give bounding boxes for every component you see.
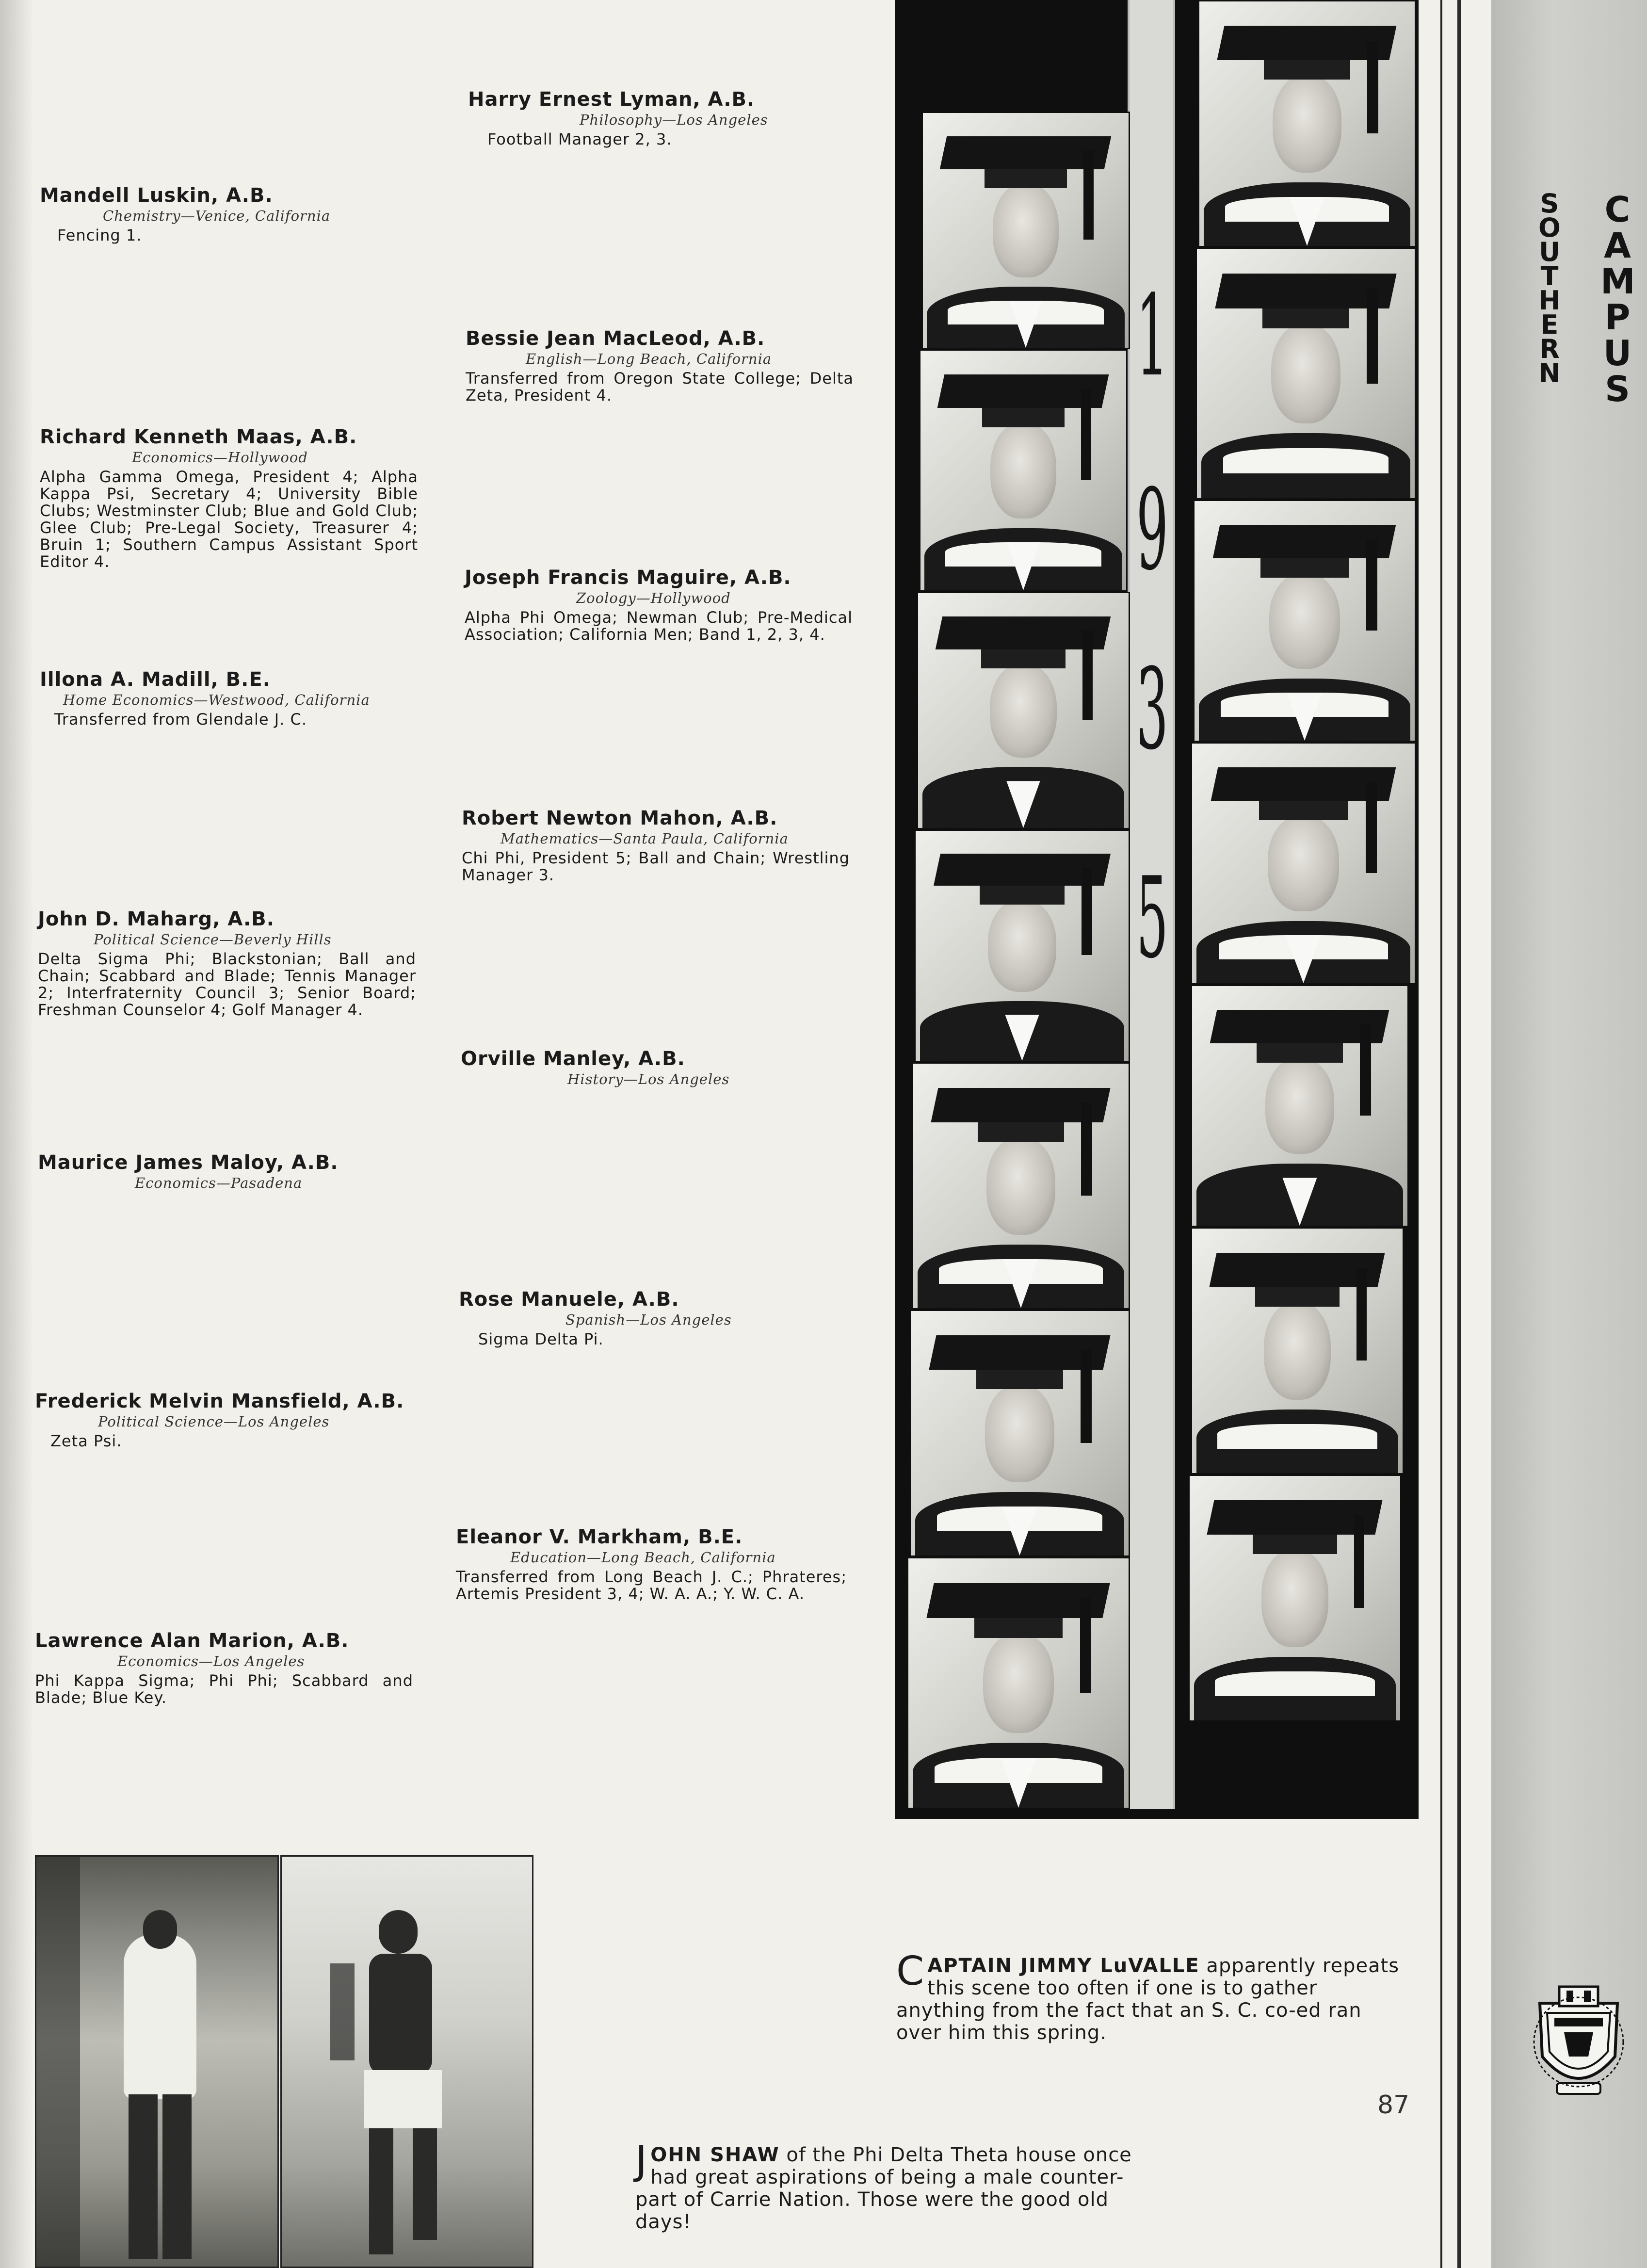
entry-name: John D. Maharg, A.B. <box>38 908 274 930</box>
entry-name: Robert Newton Mahon, A.B. <box>462 807 778 829</box>
entry-maas <box>40 426 418 570</box>
entry-lyman <box>468 88 861 148</box>
entry-madill <box>40 668 418 728</box>
margin-rule <box>1440 0 1442 2268</box>
margin-title-letter: C <box>1604 189 1631 230</box>
entry-maharg <box>38 908 416 1019</box>
portrait-mansfield <box>909 1310 1130 1557</box>
margin-title-campus <box>1600 189 1635 409</box>
caption-lead: OHN SHAW <box>650 2144 780 2166</box>
entry-maguire <box>465 567 853 643</box>
year-digit-3: 3 <box>1136 645 1168 775</box>
portrait-maas <box>919 349 1128 592</box>
entry-activities: Fencing 1. <box>57 226 142 244</box>
entry-name: Eleanor V. Markham, B.E. <box>456 1526 743 1548</box>
entry-marion <box>35 1630 413 1706</box>
snapshot-luvalle-walking <box>35 1855 279 2268</box>
entry-name: Orville Manley, A.B. <box>461 1048 685 1070</box>
entry-department: History—Los Angeles <box>567 1071 730 1087</box>
portrait-maloy <box>912 1062 1130 1310</box>
year-digit-9: 9 <box>1136 466 1168 595</box>
margin-title-letter: S <box>1605 369 1630 409</box>
entry-activities: Sigma Delta Pi. <box>478 1330 604 1348</box>
entry-activities: Phi Kappa Sigma; Phi Phi; Scabbard and Blade; Blue Key. <box>35 1671 413 1707</box>
entry-mansfield <box>35 1390 423 1450</box>
entry-name: Rose Manuele, A.B. <box>459 1288 679 1311</box>
entry-name: Harry Ernest Lyman, A.B. <box>468 88 755 111</box>
margin-title-letter: P <box>1604 297 1631 338</box>
margin-title-letter: A <box>1604 225 1631 266</box>
entry-manley <box>461 1048 849 1087</box>
entry-macleod <box>466 327 854 404</box>
caption-lead: APTAIN JIMMY LuVALLE <box>927 1955 1200 1977</box>
caption-shaw <box>635 2138 1159 2233</box>
entry-department: Education—Long Beach, California <box>510 1549 776 1566</box>
portrait-manuele <box>1191 1227 1404 1474</box>
margin-title-letter: S <box>1540 188 1559 219</box>
portrait-madill <box>917 592 1130 829</box>
margin-title-letter: U <box>1539 237 1560 267</box>
entry-activities: Football Manager 2, 3. <box>487 130 672 148</box>
entry-markham <box>456 1526 847 1603</box>
portrait-lyman <box>1198 0 1416 247</box>
entry-name: Bessie Jean MacLeod, A.B. <box>466 327 765 350</box>
portrait-macleod <box>1195 247 1416 500</box>
university-seal-icon <box>1530 1984 1627 2105</box>
margin-rule-thick <box>1457 0 1461 2268</box>
entry-name: Illona A. Madill, B.E. <box>40 668 271 691</box>
entry-department: Mathematics—Santa Paula, California <box>501 830 789 847</box>
entry-department: Economics—Los Angeles <box>117 1653 305 1669</box>
margin-title-letter: E <box>1540 309 1559 340</box>
entry-activities: Zeta Psi. <box>50 1432 122 1450</box>
caption-luvalle <box>896 1948 1410 2044</box>
entry-department: Spanish—Los Angeles <box>565 1312 732 1328</box>
portrait-marion <box>907 1557 1130 1809</box>
entry-activities: Chi Phi, President 5; Ball and Chain; Wrestling Manager 3. <box>462 849 850 884</box>
caption-dropcap: C <box>896 1948 925 1994</box>
margin-title-letter: N <box>1538 358 1561 389</box>
portrait-manley <box>1191 985 1409 1227</box>
entry-name: Lawrence Alan Marion, A.B. <box>35 1630 349 1652</box>
entry-department: Economics—Pasadena <box>135 1175 303 1191</box>
margin-title-letter: T <box>1540 261 1559 292</box>
entry-activities: Delta Sigma Phi; Blackstonian; Ball and Chain; Scabbard and Blade; Tennis Manager 2; Interfraternity Council 3; Senior Board; Freshman Counselor 4; Golf Manager 4. <box>38 950 416 1019</box>
entry-activities: Transferred from Glendale J. C. <box>54 710 307 729</box>
portrait-luskin <box>921 112 1130 349</box>
margin-title-southern <box>1533 188 1566 389</box>
entry-name: Richard Kenneth Maas, A.B. <box>40 426 357 448</box>
entry-name: Frederick Melvin Mansfield, A.B. <box>35 1390 404 1412</box>
margin-title-letter: O <box>1538 212 1561 243</box>
entry-activities: Alpha Gamma Omega, President 4; Alpha Kappa Psi, Secretary 4; University Bible Clubs; Westminster Club; Blue and Gold Club; Glee Club; Pre-Legal Society, Treasurer 4; Bruin 1; Southern Campus Assistant Sport Editor 4. <box>40 468 418 571</box>
portrait-maguire <box>1193 500 1416 742</box>
entry-name: Maurice James Maloy, A.B. <box>38 1151 339 1174</box>
portrait-maharg <box>914 829 1130 1062</box>
entry-manuele <box>459 1288 847 1348</box>
margin-title-letter: U <box>1603 333 1632 373</box>
entry-mahon <box>462 807 850 884</box>
year-digit-1: 1 <box>1136 272 1168 401</box>
entry-department: Home Economics—Westwood, California <box>63 692 370 708</box>
entry-department: Zoology—Hollywood <box>576 590 731 606</box>
year-digit-5: 5 <box>1136 854 1168 983</box>
portrait-markham <box>1188 1474 1402 1722</box>
entry-name: Mandell Luskin, A.B. <box>40 184 273 207</box>
entry-name: Joseph Francis Maguire, A.B. <box>465 567 791 589</box>
entry-activities: Transferred from Oregon State College; Delta Zeta, President 4. <box>466 369 854 405</box>
margin-title-letter: M <box>1600 261 1635 302</box>
entry-department: Political Science—Los Angeles <box>98 1413 330 1430</box>
entry-maloy <box>38 1151 416 1191</box>
entry-department: Economics—Hollywood <box>132 449 308 466</box>
portrait-mahon <box>1191 742 1416 985</box>
entry-luskin <box>40 184 389 244</box>
entry-department: Political Science—Beverly Hills <box>94 931 332 948</box>
entry-department: English—Long Beach, California <box>526 351 772 367</box>
entry-department: Philosophy—Los Angeles <box>580 112 768 128</box>
snapshot-shaw-running <box>280 1855 533 2268</box>
caption-body: apparently repeats this scene too often if one is to gather anything from the fact that an S. C. co-ed ran over him this spring. <box>896 1955 1400 2044</box>
entry-activities: Transferred from Long Beach J. C.; Phrateres; Artemis President 3, 4; W. A. A.; Y. W. C. A. <box>456 1568 847 1603</box>
margin-title-letter: H <box>1538 285 1561 316</box>
caption-dropcap: J <box>635 2138 648 2184</box>
margin-title-letter: R <box>1539 334 1560 364</box>
caption-body: of the Phi Delta Theta house once had great aspirations of being a male counter-part of Carrie Nation. Those were the good old days! <box>635 2144 1132 2233</box>
page-number: 87 <box>1377 2090 1410 2120</box>
entry-activities: Alpha Phi Omega; Newman Club; Pre-Medical Association; California Men; Band 1, 2, 3, 4. <box>465 608 853 644</box>
page-gutter-shadow <box>0 0 34 2268</box>
entry-department: Chemistry—Venice, California <box>103 208 331 224</box>
